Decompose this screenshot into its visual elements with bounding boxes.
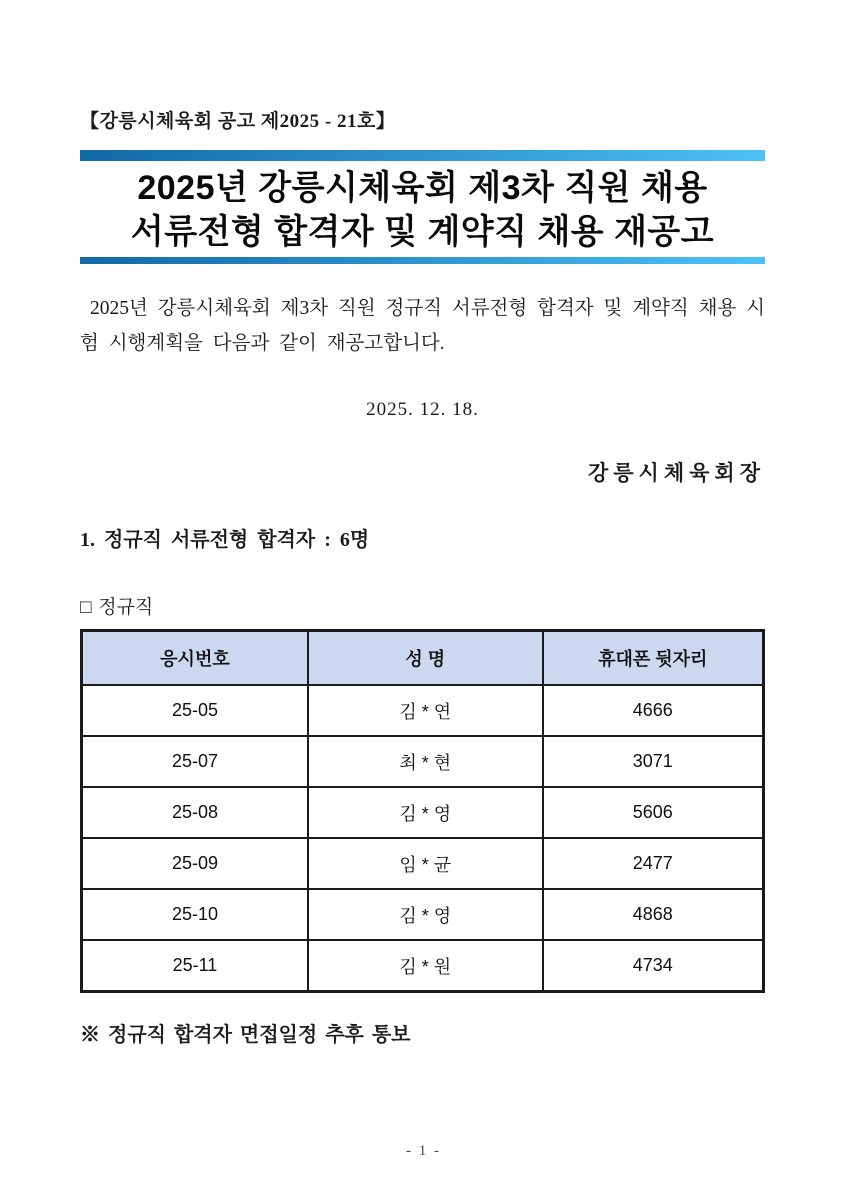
table-cell-phone-digits: 5606	[543, 787, 764, 838]
table-cell-exam-number: 25-10	[82, 889, 308, 940]
notice-number: 【강릉시체육회 공고 제2025 - 21호】	[80, 111, 396, 132]
table-cell-exam-number: 25-07	[82, 736, 308, 787]
column-header-phone-digits: 휴대폰 뒷자리	[543, 631, 764, 686]
table-cell-exam-number: 25-08	[82, 787, 308, 838]
column-header-name: 성 명	[308, 631, 543, 686]
table-cell-phone-digits: 3071	[543, 736, 764, 787]
table-row	[82, 889, 764, 940]
table-cell-phone-digits: 2477	[543, 838, 764, 889]
table-cell-name: 김 * 영	[308, 889, 543, 940]
table-cell-exam-number: 25-09	[82, 838, 308, 889]
table-row	[82, 787, 764, 838]
body-paragraph: 2025년 강릉시체육회 제3차 직원 정규직 서류전형 합격자 및 계약직 채용 시험 시행계획을 다음과 같이 재공고합니다.	[80, 298, 765, 354]
table-cell-name: 김 * 연	[308, 685, 543, 736]
table-cell-phone-digits: 4666	[543, 685, 764, 736]
table-cell-exam-number: 25-11	[82, 940, 308, 992]
table-cell-phone-digits: 4734	[543, 940, 764, 992]
table-caption-label: □ 정규직	[80, 597, 154, 618]
column-header-exam-number: 응시번호	[82, 631, 308, 686]
table-cell-name: 최 * 현	[308, 736, 543, 787]
banner-bottom-rule	[80, 257, 765, 264]
announcement-date: 2025. 12. 18.	[366, 399, 479, 420]
page-number: - 1 -	[406, 1143, 441, 1159]
table-cell-exam-number: 25-05	[82, 685, 308, 736]
table-row	[82, 838, 764, 889]
table-cell-name: 임 * 균	[308, 838, 543, 889]
table-cell-phone-digits: 4868	[543, 889, 764, 940]
title-banner	[80, 150, 765, 264]
table-cell-name: 김 * 원	[308, 940, 543, 992]
section1-heading: 1. 정규직 서류전형 합격자 : 6명	[80, 529, 370, 551]
table-row	[82, 736, 764, 787]
title-line-2: 서류전형 합격자 및 계약직 채용 재공고	[130, 213, 715, 251]
applicants-table	[80, 629, 765, 993]
table-header-row	[82, 631, 764, 686]
table-row	[82, 685, 764, 736]
banner-top-rule	[80, 150, 765, 161]
interview-note: ※ 정규직 합격자 면접일정 추후 통보	[80, 1024, 411, 1046]
table-row	[82, 940, 764, 992]
table-cell-name: 김 * 영	[308, 787, 543, 838]
title-line-1: 2025년 강릉시체육회 제3차 직원 채용	[137, 169, 708, 207]
document-title	[80, 161, 765, 257]
signer-name: 강릉시체육회장	[587, 461, 765, 485]
